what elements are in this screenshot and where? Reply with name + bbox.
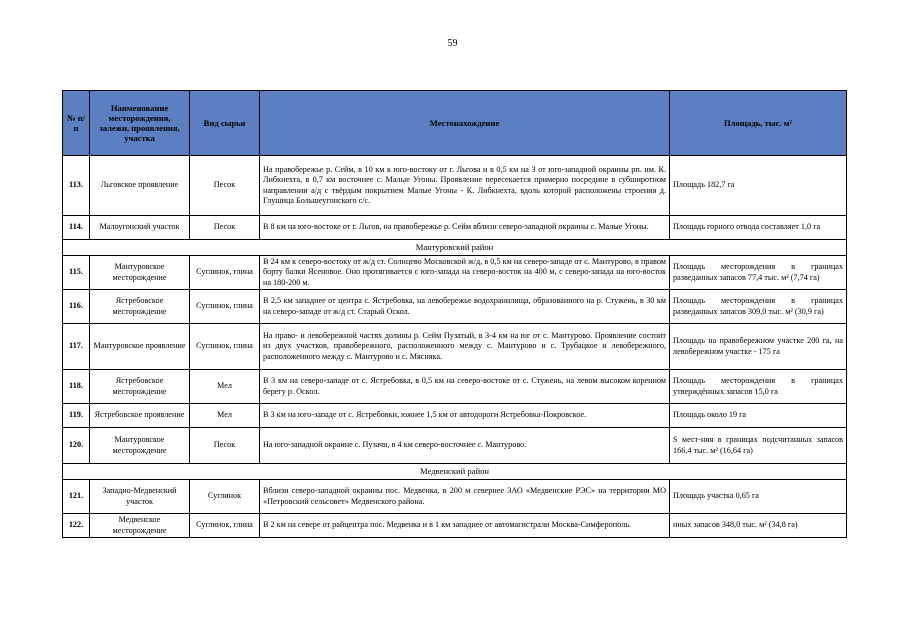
row-type: Суглинок, глина (190, 290, 260, 324)
row-name: Западно-Медвенский участок (90, 480, 190, 514)
row-num: 115. (63, 256, 90, 290)
header-type: Вид сырья (190, 91, 260, 156)
row-location: Вблизи северо-западной окраины пос. Медвенка, в 200 м севернее ЗАО «Медвенские РЭС» на территории МО «Петровский сельсовет» Медвенского района. (260, 480, 670, 514)
header-area: Площадь, тыс. м² (670, 91, 847, 156)
deposits-table-container (62, 90, 846, 538)
row-type: Песок (190, 428, 260, 464)
row-location: В 2,5 км западнее от центра с. Ястребовка, на левобережье водохранилища, образованного на р. Стужень, в 30 км на северо-западе от ж/д ст. Старый Оскол. (260, 290, 670, 324)
row-area: Площадь на правобережном участке 200 га, на левобережном участке - 175 га (670, 324, 847, 370)
region-heading: Медвенский район (63, 464, 847, 480)
row-num: 121. (63, 480, 90, 514)
row-num: 114. (63, 216, 90, 240)
row-location: В 3 км на северо-западе от с. Ястребовка, в 0,5 км на северо-востоке от с. Стужень, на левом высоком коренном берегу р. Оскол. (260, 370, 670, 404)
header-num: № п/п (63, 91, 90, 156)
row-type: Суглинок, глина (190, 324, 260, 370)
row-location: В 3 км на юго-западе от с. Ястребовки, южнее 1,5 км от автодороги Ястребовка-Покровское. (260, 404, 670, 428)
table-row (63, 514, 847, 538)
row-num: 117. (63, 324, 90, 370)
row-name: Ястребовское месторождение (90, 290, 190, 324)
row-location: На правобережье р. Сейм, в 10 км к юго-востоку от г. Льгова и в 0,5 км на З от юго-западной окраины рп. им. К. Либкнехта, в 0,7 км восточнее с. Малые Угоны. Проявление пересекается примерно посредине в субширотном направлении а/д с твёрдым покрытием Малые Угоны - К. Либкнехта, вдоль которой расположены строения д. Глушица Большеугонского с/с. (260, 156, 670, 216)
row-area: Площадь месторождения в границах утверждённых запасов 15,0 га (670, 370, 847, 404)
deposits-table (62, 90, 847, 538)
table-row (63, 156, 847, 216)
row-name: Мантуровское месторождение (90, 256, 190, 290)
row-num: 116. (63, 290, 90, 324)
row-location: В 8 км на юго-востоке от г. Льгов, на правобережье р. Сейм вблизи северо-западной окраины с. Малые Угоны. (260, 216, 670, 240)
row-name: Мантуровское проявление (90, 324, 190, 370)
row-name: Мантуровское месторождение (90, 428, 190, 464)
region-row (63, 240, 847, 256)
row-area: Площадь около 19 га (670, 404, 847, 428)
table-row (63, 370, 847, 404)
row-area: Площадь участка 0,65 га (670, 480, 847, 514)
row-name: Льговское проявление (90, 156, 190, 216)
row-location: На юго-западной окраине с. Пузачи, в 4 км северо-восточнее с. Мантурово. (260, 428, 670, 464)
header-location: Местонахождение (260, 91, 670, 156)
row-location: На право- и левобережной частях долины р. Сейм Пузатый, в 3-4 км на юг от с. Мантурово. Проявление состоит из двух участков, правобережного, расположенного между с. Мантурово и с. Трубацкое и левобережного, расположенного между с. Мантурово и с. Мясняка. (260, 324, 670, 370)
row-num: 120. (63, 428, 90, 464)
header-name: Наименование месторождения, залежи, проявления, участка (90, 91, 190, 156)
table-row (63, 404, 847, 428)
row-num: 119. (63, 404, 90, 428)
row-type: Суглинок, глина (190, 256, 260, 290)
row-area: Площадь 182,7 га (670, 156, 847, 216)
row-area: Площадь месторождения в границах разведанных запасов 77,4 тыс. м² (7,74 га) (670, 256, 847, 290)
table-row (63, 480, 847, 514)
table-row (63, 324, 847, 370)
row-type: Мел (190, 370, 260, 404)
row-type: Суглинок, глина (190, 514, 260, 538)
row-location: В 2 км на севере от райцентра пос. Медвенка и в 1 км западнее от автомагистрали Москва-Симферополь. (260, 514, 670, 538)
table-row (63, 216, 847, 240)
table-header-row (63, 91, 847, 156)
row-type: Песок (190, 216, 260, 240)
table-row (63, 428, 847, 464)
row-area-text: нных запасов 348,0 тыс. м² (34,8 га) (673, 520, 798, 530)
region-heading: Мантуровский район (63, 240, 847, 256)
row-num: 122. (63, 514, 90, 538)
table-row (63, 290, 847, 324)
row-type: Песок (190, 156, 260, 216)
page-number: 59 (447, 38, 458, 49)
row-type: Суглинок (190, 480, 260, 514)
row-area (670, 514, 847, 538)
row-area: Площадь месторождения в границах разведанных запасов 309,0 тыс. м² (30,9 га) (670, 290, 847, 324)
row-area: Площадь горного отвода составляет 1,0 га (670, 216, 847, 240)
row-location: В 24 км к северо-востоку от ж/д ст. Солнцево Московской ж/д, в 0,5 км на северо-западе от с. Мантурово, в правом борту балки Ясеновое. Оно протягивается с юго-запада на северо-восток на 400 м, с северо-запада на юго-восток на 180-200 м. (260, 256, 670, 290)
row-name: Ястребовское месторождение (90, 370, 190, 404)
row-name: Медвенское месторождение (90, 514, 190, 538)
table-row (63, 256, 847, 290)
row-num: 113. (63, 156, 90, 216)
region-row (63, 464, 847, 480)
row-name: Ястребовское проявление (90, 404, 190, 428)
row-type: Мел (190, 404, 260, 428)
row-num: 118. (63, 370, 90, 404)
row-area: S мест-ния в границах подсчитанных запасов 166,4 тыс. м² (16,64 га) (670, 428, 847, 464)
row-name: Малоугонский участок (90, 216, 190, 240)
